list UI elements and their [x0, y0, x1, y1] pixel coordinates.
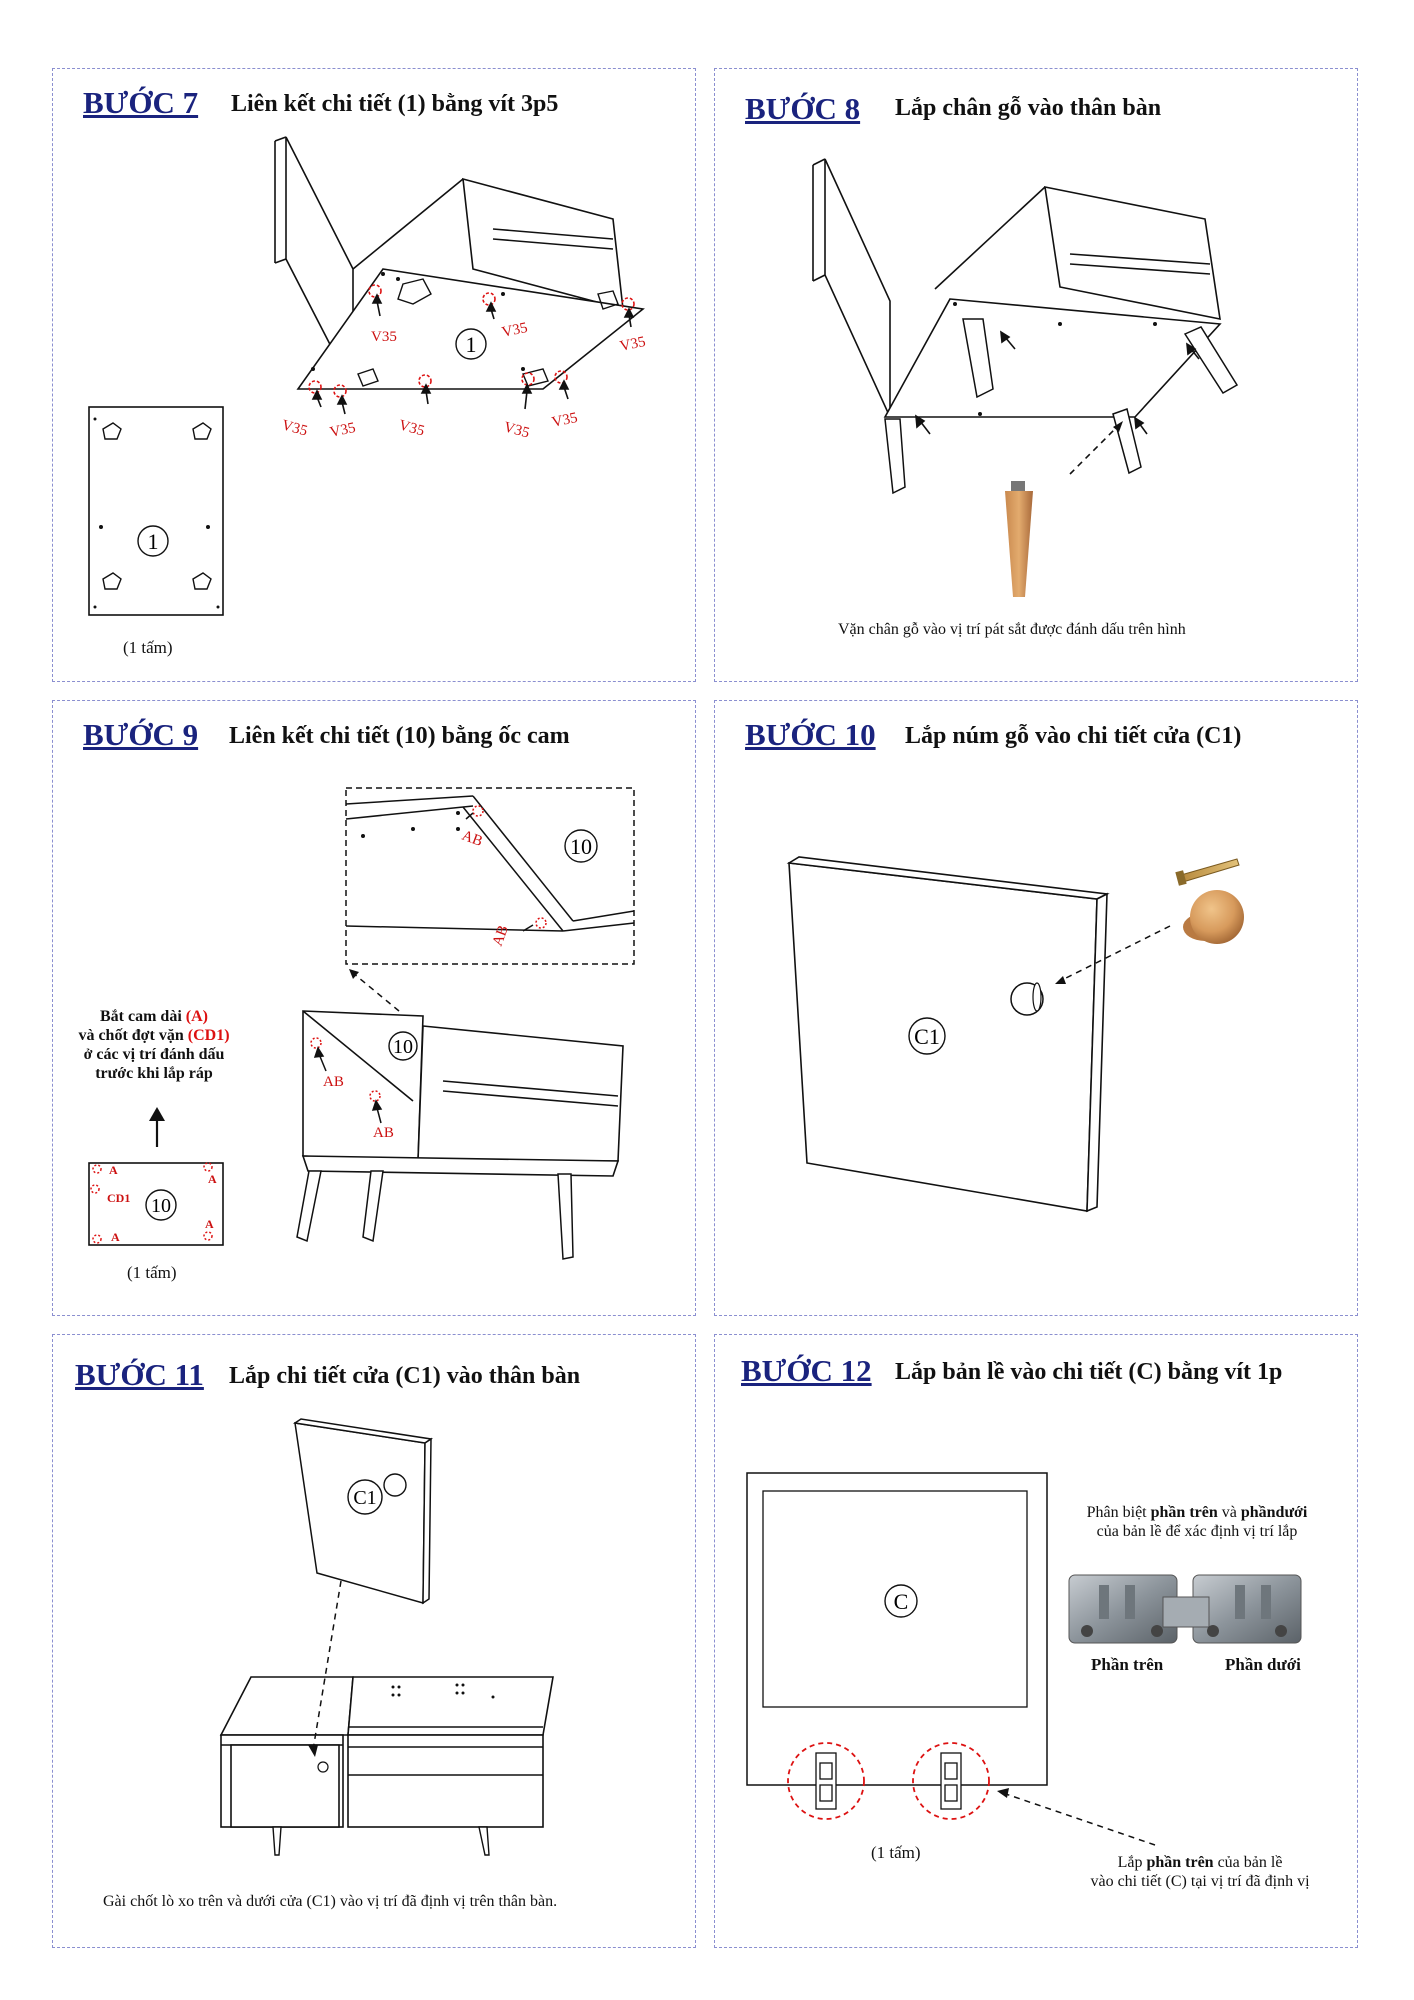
part-number: 1	[147, 529, 159, 554]
hinge-top-label: Phần trên	[1091, 1655, 1164, 1674]
piece-count: (1 tấm)	[127, 1263, 177, 1282]
screw-label: V35	[501, 419, 532, 442]
screw-label: V35	[371, 329, 397, 345]
step-8-panel	[714, 68, 1358, 682]
hinge-bottom-label: Phần dưới	[1225, 1655, 1301, 1674]
mount-note: Lắp phần trên của bản lề vào chi tiết (C) tại vị trí đã định vị	[1090, 1854, 1310, 1890]
step-description: Lắp bản lề vào chi tiết (C) bằng vít 1p	[895, 1359, 1283, 1385]
part-1-flat	[89, 407, 223, 615]
cam-mark: AB	[489, 923, 512, 949]
screw-label: V35	[279, 417, 310, 440]
cam-mark: CD1	[107, 1191, 131, 1205]
screw-label: V35	[396, 417, 427, 440]
cabinet-bottom-diagram	[53, 69, 697, 683]
knob-installation-diagram	[715, 701, 1359, 1317]
cam-instruction: Bắt cam dài (A) và chốt đợt vặn (CD1) ở các vị trí đánh dấu trước khi lắp ráp	[78, 1008, 230, 1082]
step-title: BƯỚC 12	[741, 1353, 872, 1388]
step-title: BƯỚC 11	[75, 1357, 204, 1392]
part-number: 10	[393, 1036, 413, 1058]
door-installation-diagram	[53, 1335, 697, 1949]
step-description: Liên kết chi tiết (1) bằng vít 3p5	[231, 91, 559, 117]
step-7-panel	[52, 68, 696, 682]
step-description: Liên kết chi tiết (10) bằng ốc cam	[229, 723, 570, 749]
part-number: 1	[465, 332, 477, 357]
step-title: BƯỚC 8	[745, 91, 861, 126]
cam-mark: A	[208, 1172, 217, 1186]
cam-mark: AB	[373, 1125, 394, 1141]
cam-mark: A	[109, 1163, 118, 1177]
wooden-knob-image	[1175, 859, 1244, 944]
screw-label: V35	[500, 319, 530, 341]
screw-label: V35	[550, 409, 580, 431]
step-note: Vặn chân gỗ vào vị trí pát sắt được đánh dấu trên hình	[838, 621, 1186, 638]
step-10-panel	[714, 700, 1358, 1316]
part-number: C1	[914, 1024, 940, 1049]
part-number: C1	[353, 1487, 377, 1509]
step-9-panel	[52, 700, 696, 1316]
hinge-image	[1069, 1575, 1301, 1643]
step-title: BƯỚC 10	[745, 717, 876, 752]
step-description: Lắp chi tiết cửa (C1) vào thân bàn	[229, 1363, 581, 1389]
step-description: Lắp núm gỗ vào chi tiết cửa (C1)	[905, 723, 1242, 749]
cam-mark: AB	[459, 827, 485, 850]
step-11-panel	[52, 1334, 696, 1948]
cam-mark: A	[205, 1217, 214, 1231]
piece-count: (1 tấm)	[123, 638, 173, 657]
piece-count: (1 tấm)	[871, 1843, 921, 1862]
leg-installation-diagram	[715, 69, 1359, 683]
cam-mark: A	[111, 1230, 120, 1244]
part-number: C	[893, 1589, 909, 1614]
step-title: BƯỚC 7	[83, 85, 199, 120]
step-note: Gài chốt lò xo trên và dưới cửa (C1) vào vị trí đã định vị trên thân bàn.	[103, 1893, 558, 1910]
cam-mark: AB	[323, 1074, 344, 1090]
screw-label: V35	[328, 419, 358, 441]
step-12-panel	[714, 1334, 1358, 1948]
part-number: 10	[570, 834, 592, 859]
screw-label: V35	[618, 333, 648, 355]
step-title: BƯỚC 9	[83, 717, 199, 752]
wooden-leg-image	[1005, 481, 1033, 597]
step-description: Lắp chân gỗ vào thân bàn	[895, 95, 1162, 121]
part-number: 10	[151, 1195, 171, 1217]
hinge-note: Phân biệt phần trên và phầndưới của bản lề để xác định vị trí lắp	[1086, 1504, 1308, 1540]
